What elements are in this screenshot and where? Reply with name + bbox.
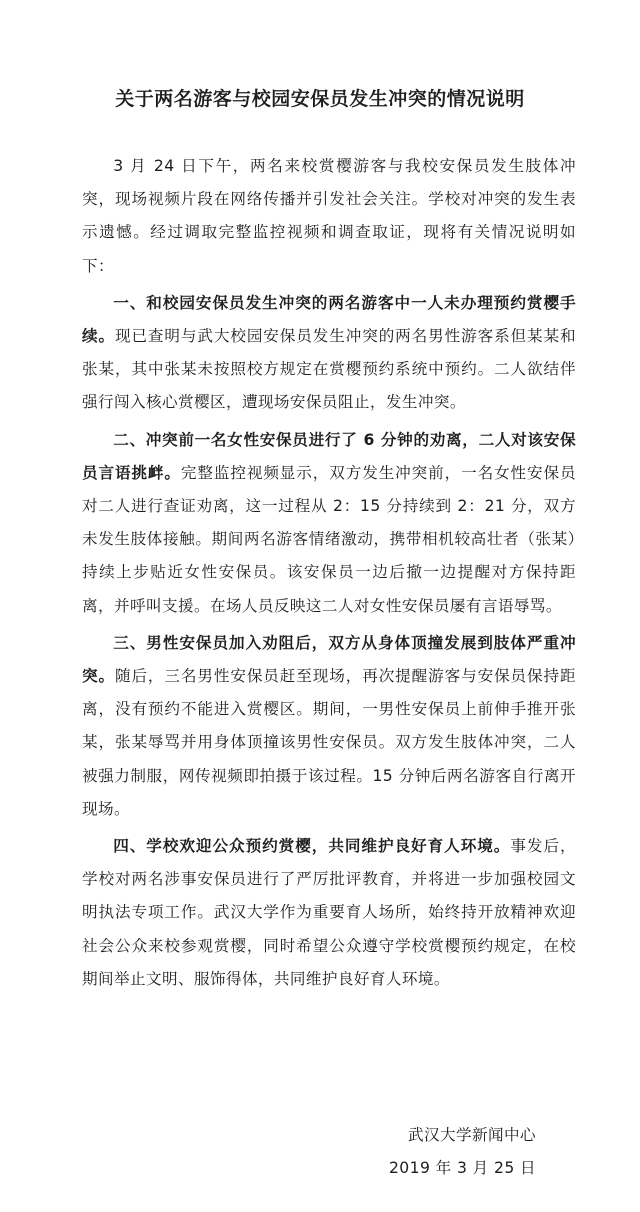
section-3-heading: 三、男性安保员加入劝阻后，双方从身体顶撞发展到肢体严重冲突。: [82, 633, 576, 686]
section-3-text: 随后，三名男性安保员赶至现场，再次提醒游客与安保员保持距离，没有预约不能进入赏樱区。期间，一男性安保员上前伸手推开张某，张某辱骂并用身体顶撞该男性安保员。双方发生肢体冲突，二人被强力制服，网传视频即拍摄于该过程。15 分钟后两名游客自行离开现场。: [82, 667, 576, 818]
section-4-paragraph: [82, 830, 576, 996]
document-body: [82, 150, 576, 1000]
signature-block: [389, 1119, 536, 1185]
document-title: 关于两名游客与校园安保员发生冲突的情况说明: [115, 88, 525, 110]
section-4-heading: 四、学校欢迎公众预约赏樱，共同维护良好育人环境。: [113, 837, 511, 856]
section-4-text: 事发后，学校对两名涉事安保员进行了严厉批评教育，并将进一步加强校园文明执法专项工作。武汉大学作为重要育人场所，始终持开放精神欢迎社会公众来校参观赏樱，同时希望公众遵守学校赏樱预约规定，在校期间举止文明、服饰得体，共同维护良好育人环境。: [82, 837, 576, 988]
section-1-paragraph: [82, 287, 576, 420]
signature-date: 2019 年 3 月 25 日: [388, 1159, 536, 1177]
signature-organization: 武汉大学新闻中心: [408, 1126, 536, 1144]
section-2-paragraph: [82, 424, 576, 623]
section-2-text: 完整监控视频显示，双方发生冲突前，一名女性安保员对二人进行查证劝离，这一过程从 2：15 分持续到 2：21 分，双方未发生肢体接触。期间两名游客情绪激动，携带相机较高壮者（张某）持续上步贴近女性安保员。该安保员一边后撤一边提醒对方保持距离，并呼叫支援。在场人员反映这二人对女性安保员屡有言语辱骂。: [82, 463, 576, 615]
section-3-paragraph: [82, 627, 576, 826]
section-2-heading: 二、冲突前一名女性安保员进行了 6 分钟的劝离，二人对该安保员言语挑衅。: [82, 430, 576, 482]
section-1-heading: 一、和校园安保员发生冲突的两名游客中一人未办理预约赏樱手续。: [82, 293, 576, 346]
intro-paragraph: 3 月 24 日下午，两名来校赏樱游客与我校安保员发生肢体冲突，现场视频片段在网络传播并引发社会关注。学校对冲突的发生表示遗憾。经过调取完整监控视频和调查取证，现将有关情况说明如下：: [82, 157, 576, 275]
section-1-text: 现已查明与武大校园安保员发生冲突的两名男性游客系但某某和张某，其中张某未按照校方规定在赏樱预约系统中预约。二人欲结伴强行闯入核心赏樱区，遭现场安保员阻止，发生冲突。: [82, 327, 576, 412]
